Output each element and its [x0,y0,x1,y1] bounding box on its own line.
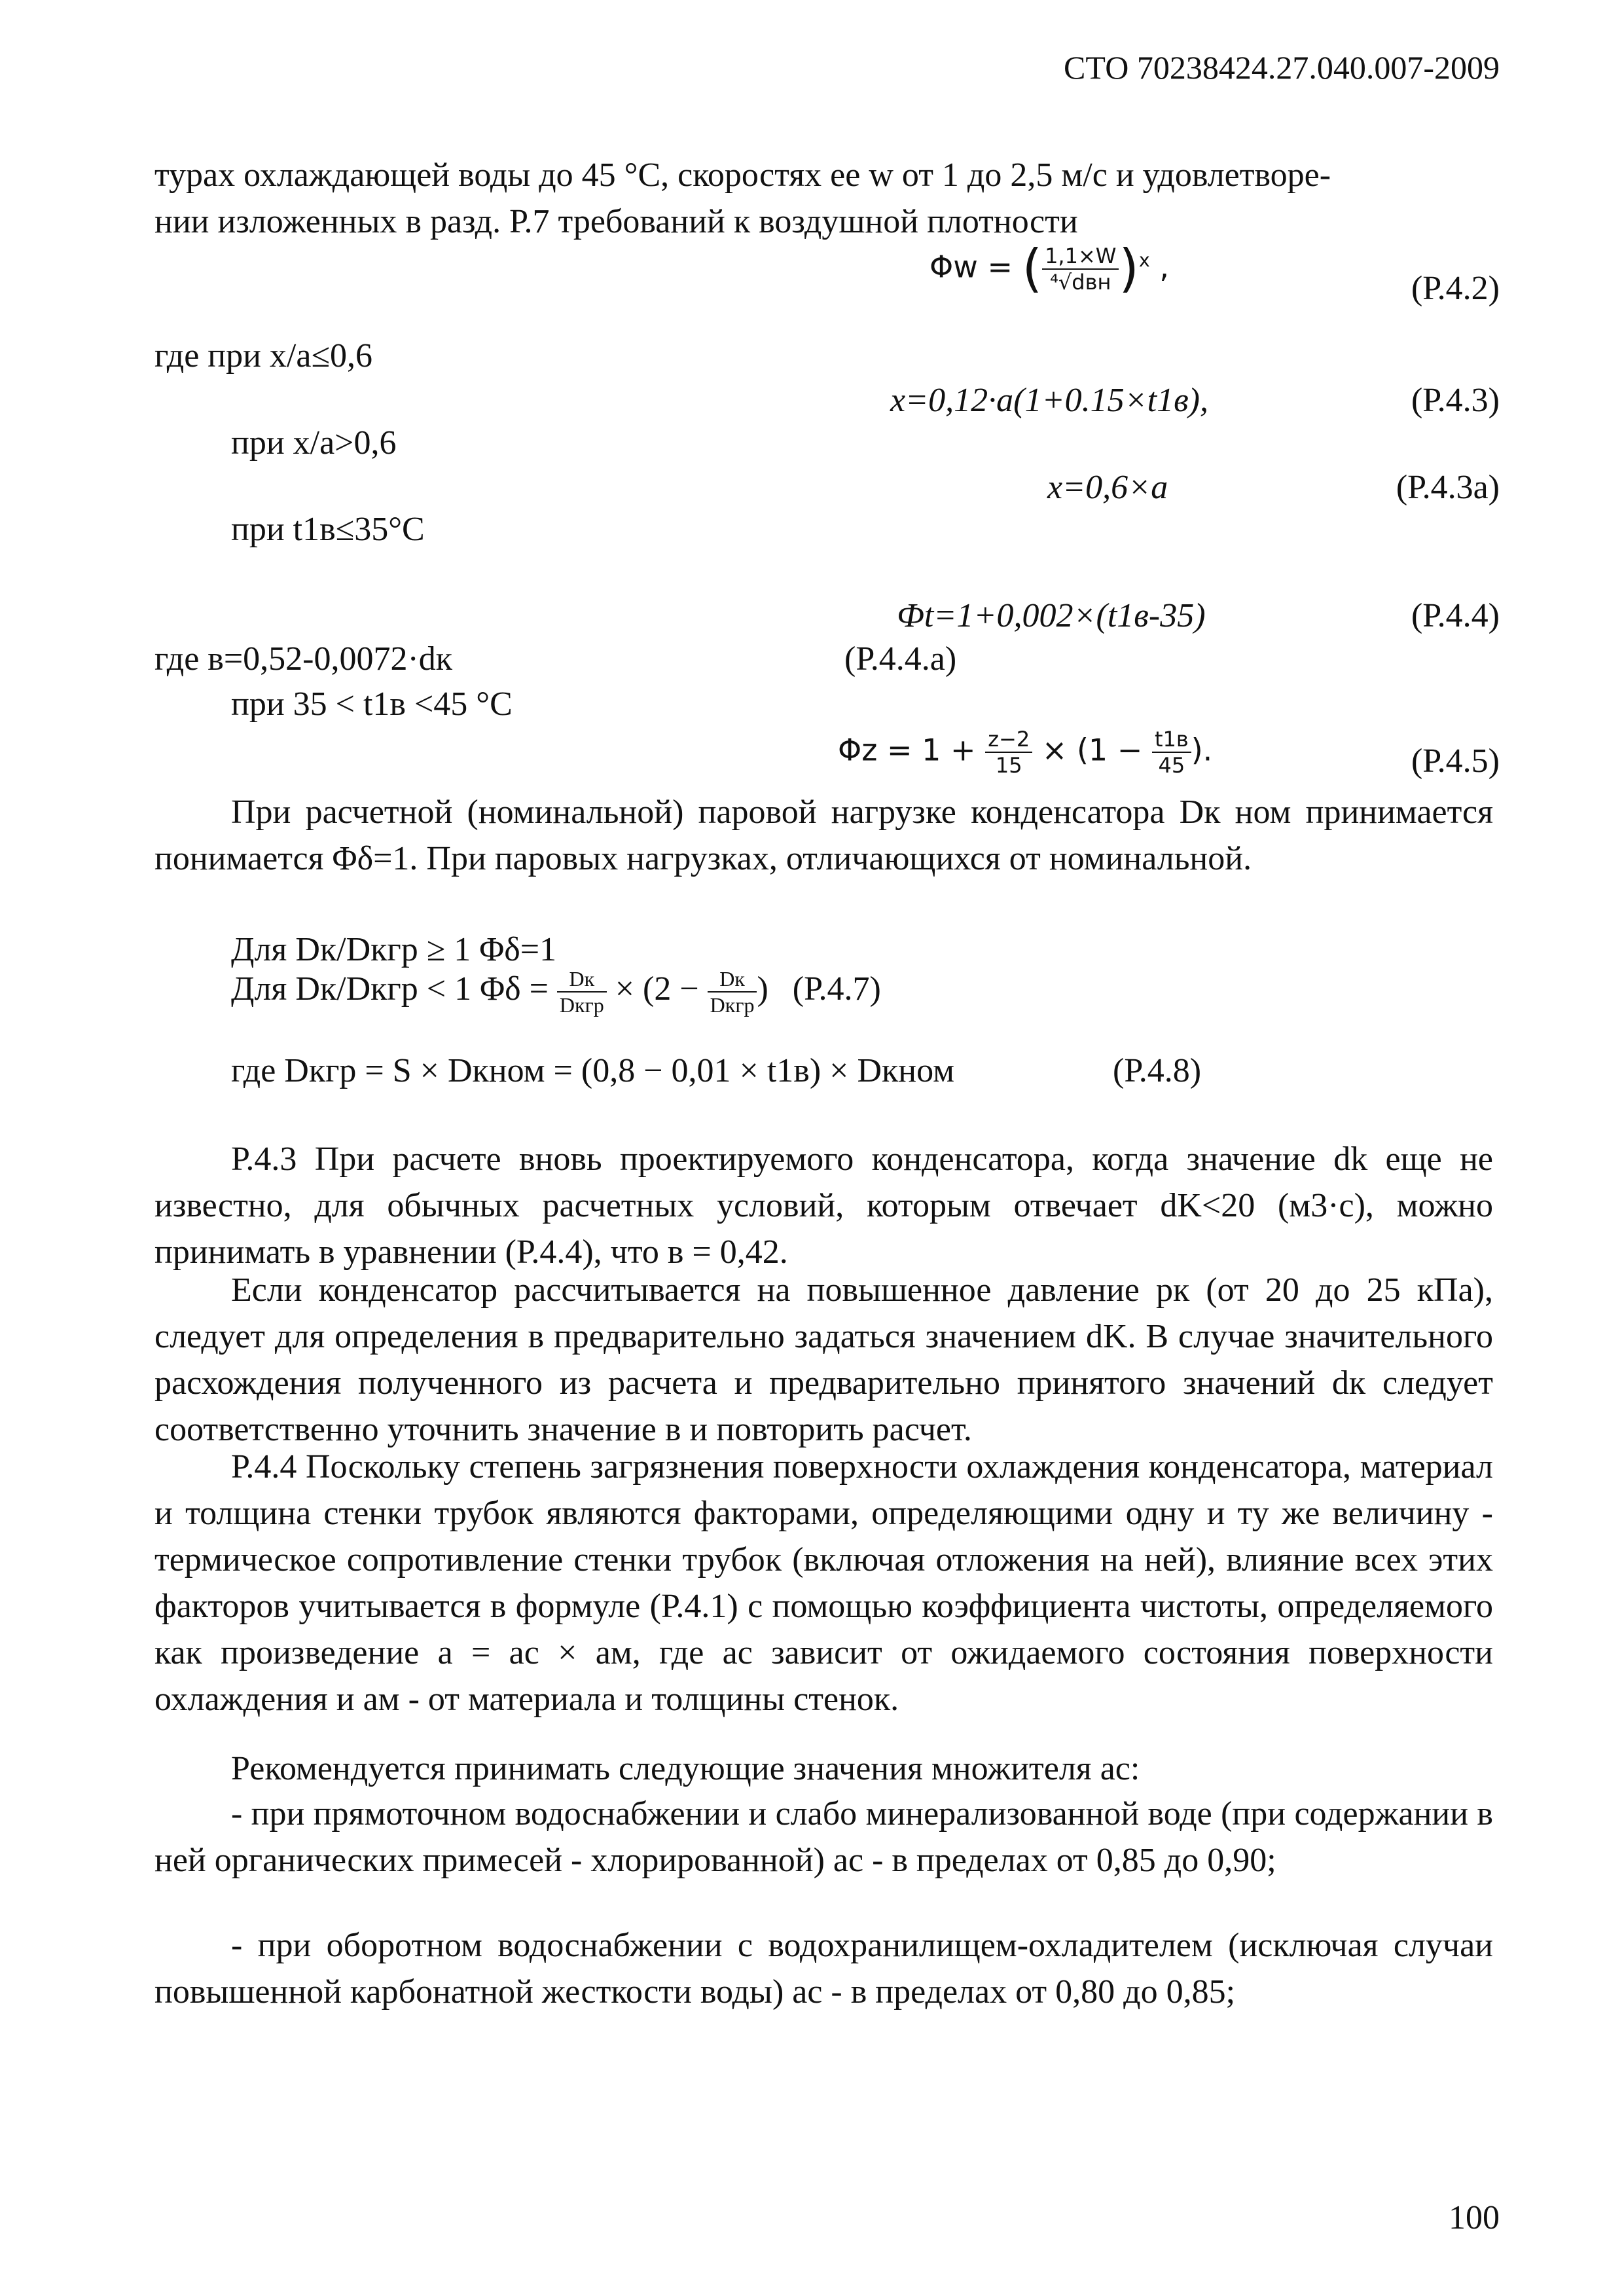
formula-p42-tail: , [1149,249,1169,285]
paragraph-p44: Р.4.4 Поскольку степень загрязнения поверхности охлаждения конденсатора, материал и толщина стенки трубок являются факторами, определяющими одну и ту же величину - термическое сопротивление стенки трубок (включая отложения на ней), влияние всех этих факторов учитывается в формуле (Р.4.1) с помощью коэффициента чистоты, определяемого как произведение a = aс × aм, где aс зависит от ожидаемого состояния поверхности охлаждения и aм - от материала и толщины стенок. [154,1448,1493,1718]
condition-3: при t1в≤35°С [231,511,425,548]
case-2-num2: Dк [708,966,757,993]
condition-1: где при x/a≤0,6 [154,337,372,374]
formula-p42-numerator: 1,1×W [1042,244,1119,270]
formula-p45-tail: ). [1191,732,1213,768]
paragraph-recommend: Рекомендуется принимать следующие значения множителя aс: [231,1750,1140,1787]
formula-p45-lhs: Φz = 1 + [838,732,986,768]
page-number: 100 [1449,2199,1500,2236]
intro-line-1: турах охлаждающей воды до 45 °С, скоростях ее w от 1 до 2,5 м/с и удовлетворе- [154,156,1331,194]
case-3: где Dкгр = S × Dкном = (0,8 − 0,01 × t1в) × Dкном [231,1052,955,1089]
case-2-den1: Dкгр [559,993,604,1017]
case-2-label: (Р.4.7) [792,970,881,1008]
case-2-tail: ) [757,970,768,1008]
condition-4: при 35 < t1в <45 °С [231,685,513,723]
formula-p45-label: (Р.4.5) [1411,742,1500,780]
paragraph-high-pressure: Если конденсатор рассчитывается на повышенное давление pк (от 20 до 25 кПа), следует для определения в предварительно задаться значением dK. В случае значительного расхождения полученного из расчета и предварительно принятого значений dк следует соответственно уточнить значение в и повторить расчет. [154,1271,1493,1448]
formula-p45-den2: 45 [1158,753,1185,778]
formula-p42-exponent: x [1138,249,1150,272]
formula-p42-denominator: ⁴√dвн [1050,270,1111,295]
case-1: Для Dк/Dкгр ≥ 1 Φδ=1 [231,931,557,968]
formula-p42-lhs: Φw = [929,249,1022,285]
case-3-label: (Р.4.8) [1113,1052,1202,1089]
formula-p45 [838,727,1212,778]
formula-p42-label: (Р.4.2) [1411,270,1500,307]
formula-p44: Фt=1+0,002×(t1в-35) [897,597,1206,634]
document-code: СТО 70238424.27.040.007-2009 [1064,49,1500,86]
case-2-mid: × (2 − [606,970,708,1008]
formula-p43a-label: (Р.4.3а) [1396,469,1500,506]
formula-p42: Φw = ( $\frac{1,1\times W}{\text{⁴√dвн}}$ )$^x$ , [929,239,1169,299]
formula-p43-label: (Р.4.3) [1411,382,1500,419]
list-item-recirculating: - при оборотном водоснабжении с водохранилищем-охладителем (исключая случаи повышенной карбонатной жесткости воды) aс - в пределах от 0,80 до 0,85; [154,1927,1493,2011]
case-2-lhs: Для Dк/Dкгр < 1 Φδ = [231,970,557,1008]
case-2 [231,966,881,1017]
formula-p43a: x=0,6×a [1047,469,1168,506]
formula-p44-label: (Р.4.4) [1411,597,1500,634]
case-2-den2: Dкгр [710,993,755,1017]
formula-p43: x=0,12·a(1+0.15×t1в), [890,382,1209,419]
formula-p44a-label: (Р.4.4.а) [844,640,957,678]
formula-p45-num1: z−2 [985,727,1032,753]
intro-line-2: нии изложенных в разд. Р.7 требований к воздушной плотности [154,203,1078,240]
formula-p45-den1: 15 [995,753,1022,778]
condition-2: при x/a>0,6 [231,424,397,462]
nominal-load-paragraph: При расчетной (номинальной) паровой нагрузке конденсатора Dк ном принимается понимается Φδ=1. При паровых нагрузках, отличающихся от номинальной. [154,793,1493,877]
formula-p44a: где в=0,52-0,0072·dк [154,640,453,678]
case-2-num1: Dк [557,966,607,993]
formula-p45-mid: × (1 − [1032,732,1152,768]
formula-p45-num2: t1в [1152,727,1191,753]
paragraph-p43: Р.4.3 При расчете вновь проектируемого конденсатора, когда значение dk еще не известно, для обычных расчетных условий, которым отвечает dK<20 (м3·с), можно принимать в уравнении (Р.4.4), что в = 0,42. [154,1140,1493,1271]
list-item-direct-flow: - при прямоточном водоснабжении и слабо минерализованной воде (при содержании в ней органических примесей - хлорированной) aс - в пределах от 0,85 до 0,90; [154,1795,1493,1879]
